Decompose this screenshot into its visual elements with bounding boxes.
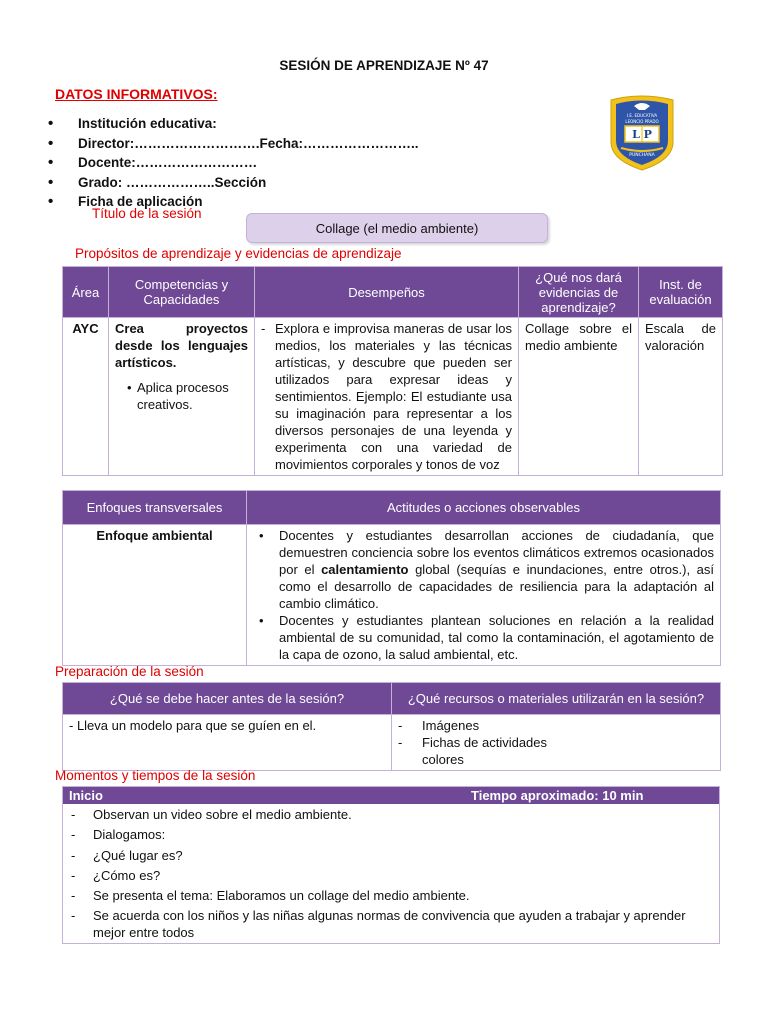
info-item-docente: • Docente:……………………… bbox=[48, 153, 419, 173]
recurso-item: - Imágenes bbox=[398, 717, 714, 734]
competencia-text: Crea proyectos desde los lenguajes artísticos. bbox=[115, 321, 248, 370]
enfoques-table bbox=[62, 490, 721, 666]
titulo-sesion-box: Collage (el medio ambiente) bbox=[246, 213, 548, 243]
capacidad-item: • Aplica procesos creativos. bbox=[127, 380, 229, 412]
logo-top-text: I.E. EDUCATIVA bbox=[626, 113, 658, 118]
info-item-institucion: • Institución educativa: bbox=[48, 114, 419, 134]
header-competencias: Competencias y Capacidades bbox=[109, 267, 255, 318]
header-enfoques: Enfoques transversales bbox=[63, 491, 247, 525]
calentamiento-word: calentamiento bbox=[321, 562, 409, 577]
inicio-tiempo: Tiempo aproximado: 10 min bbox=[471, 788, 644, 803]
capacidad-text: Aplica procesos creativos. bbox=[137, 380, 229, 412]
evidencia-cell: Collage sobre el medio ambiente bbox=[519, 318, 639, 476]
desempeno-text: Explora e improvisa maneras de usar los medios, los materiales y las técnicas artísticas, y descubre que pueden ser utilizados para expresar ideas y sentimientos. Ejemplo: El estudiante usa su imaginación para representar a los diversos personajes de una leyenda y experimenta con una variedad de movimientos corporales y tonos de voz bbox=[275, 321, 512, 472]
inicio-label: Inicio bbox=[69, 788, 103, 803]
competencias-cell bbox=[109, 318, 255, 476]
header-recursos: ¿Qué recursos o materiales utilizarán en la sesión? bbox=[392, 683, 721, 715]
header-evidencias: ¿Qué nos dará evidencias de aprendizaje? bbox=[519, 267, 639, 318]
inicio-item: - Se presenta el tema: Elaboramos un collage del medio ambiente. bbox=[69, 887, 713, 904]
info-list bbox=[48, 114, 419, 212]
logo-letters: L P bbox=[632, 128, 652, 141]
preparacion-heading: Preparación de la sesión bbox=[55, 664, 204, 679]
antes-cell: - Lleva un modelo para que se guíen en el. bbox=[63, 715, 392, 771]
page-title: SESIÓN DE APRENDIZAJE Nº 47 bbox=[279, 58, 489, 73]
actitud-item-2: • Docentes y estudiantes plantean soluciones en relación a la realidad ambiental de su comunidad, tal como la contaminación, el agotamiento de la capa de ozono, la salud ambiental, etc. bbox=[259, 613, 714, 662]
actitudes-cell bbox=[247, 525, 721, 666]
area-cell: AYC bbox=[63, 318, 109, 476]
propositos-table bbox=[62, 266, 723, 476]
inicio-item: - Dialogamos: bbox=[69, 826, 713, 843]
header-antes: ¿Qué se debe hacer antes de la sesión? bbox=[63, 683, 392, 715]
recursos-cell bbox=[392, 715, 721, 771]
inicio-block bbox=[62, 786, 720, 944]
header-actitudes: Actitudes o acciones observables bbox=[247, 491, 721, 525]
instrumento-cell: Escala de valoración bbox=[639, 318, 723, 476]
header-area: Área bbox=[63, 267, 109, 318]
inicio-item: - Observan un video sobre el medio ambiente. bbox=[69, 806, 713, 823]
actitud-item-1: • Docentes y estudiantes desarrollan acciones de ciudadanía, que demuestren conciencia sobre los eventos climáticos extremos ocasionados por el calentamiento global (sequías e inundaciones, entre otros.), así como el desarrollo de capacidades de resiliencia para la adaptación al cambio climático. bbox=[259, 528, 714, 611]
inicio-list bbox=[63, 804, 719, 941]
propositos-heading: Propósitos de aprendizaje y evidencias de aprendizaje bbox=[75, 246, 402, 261]
desempenos-cell: - Explora e improvisa maneras de usar los medios, los materiales y las técnicas artísticas, y descubre que pueden ser utilizados para expresar ideas y sentimientos. Ejemplo: El estudiante usa su imaginación para representar a los diversos personajes de una leyenda y experimenta con una variedad de movimientos corporales y tonos de voz bbox=[255, 318, 519, 476]
school-logo bbox=[607, 94, 677, 172]
header-desempenos: Desempeños bbox=[255, 267, 519, 318]
inicio-item: - Se acuerda con los niños y las niñas algunas normas de convivencia que ayuden a trabajar y aprender mejor entre todos bbox=[69, 907, 713, 941]
logo-sub-text: LEONCIO PRADO bbox=[625, 119, 659, 124]
datos-informativos-heading: DATOS INFORMATIVOS: bbox=[55, 86, 218, 102]
inicio-item: - ¿Qué lugar es? bbox=[69, 847, 713, 864]
recurso-item: - Fichas de actividades bbox=[398, 734, 714, 751]
enfoque-cell: Enfoque ambiental bbox=[63, 525, 247, 666]
preparacion-table bbox=[62, 682, 721, 771]
recurso-extra: colores bbox=[422, 752, 464, 767]
info-item-grado-seccion: • Grado: ………………..Sección bbox=[48, 173, 419, 193]
info-item-ficha: • Ficha de aplicación bbox=[48, 192, 419, 212]
logo-bottom-text: PUNCHANA bbox=[629, 153, 655, 158]
titulo-sesion-label: Título de la sesión bbox=[92, 206, 202, 221]
momentos-heading: Momentos y tiempos de la sesión bbox=[55, 768, 256, 783]
info-item-director-fecha: • Director:……………………….Fecha:…………………….. bbox=[48, 134, 419, 154]
inicio-header bbox=[63, 787, 719, 804]
inicio-item: - ¿Cómo es? bbox=[69, 867, 713, 884]
header-instrumento: Inst. de evaluación bbox=[639, 267, 723, 318]
